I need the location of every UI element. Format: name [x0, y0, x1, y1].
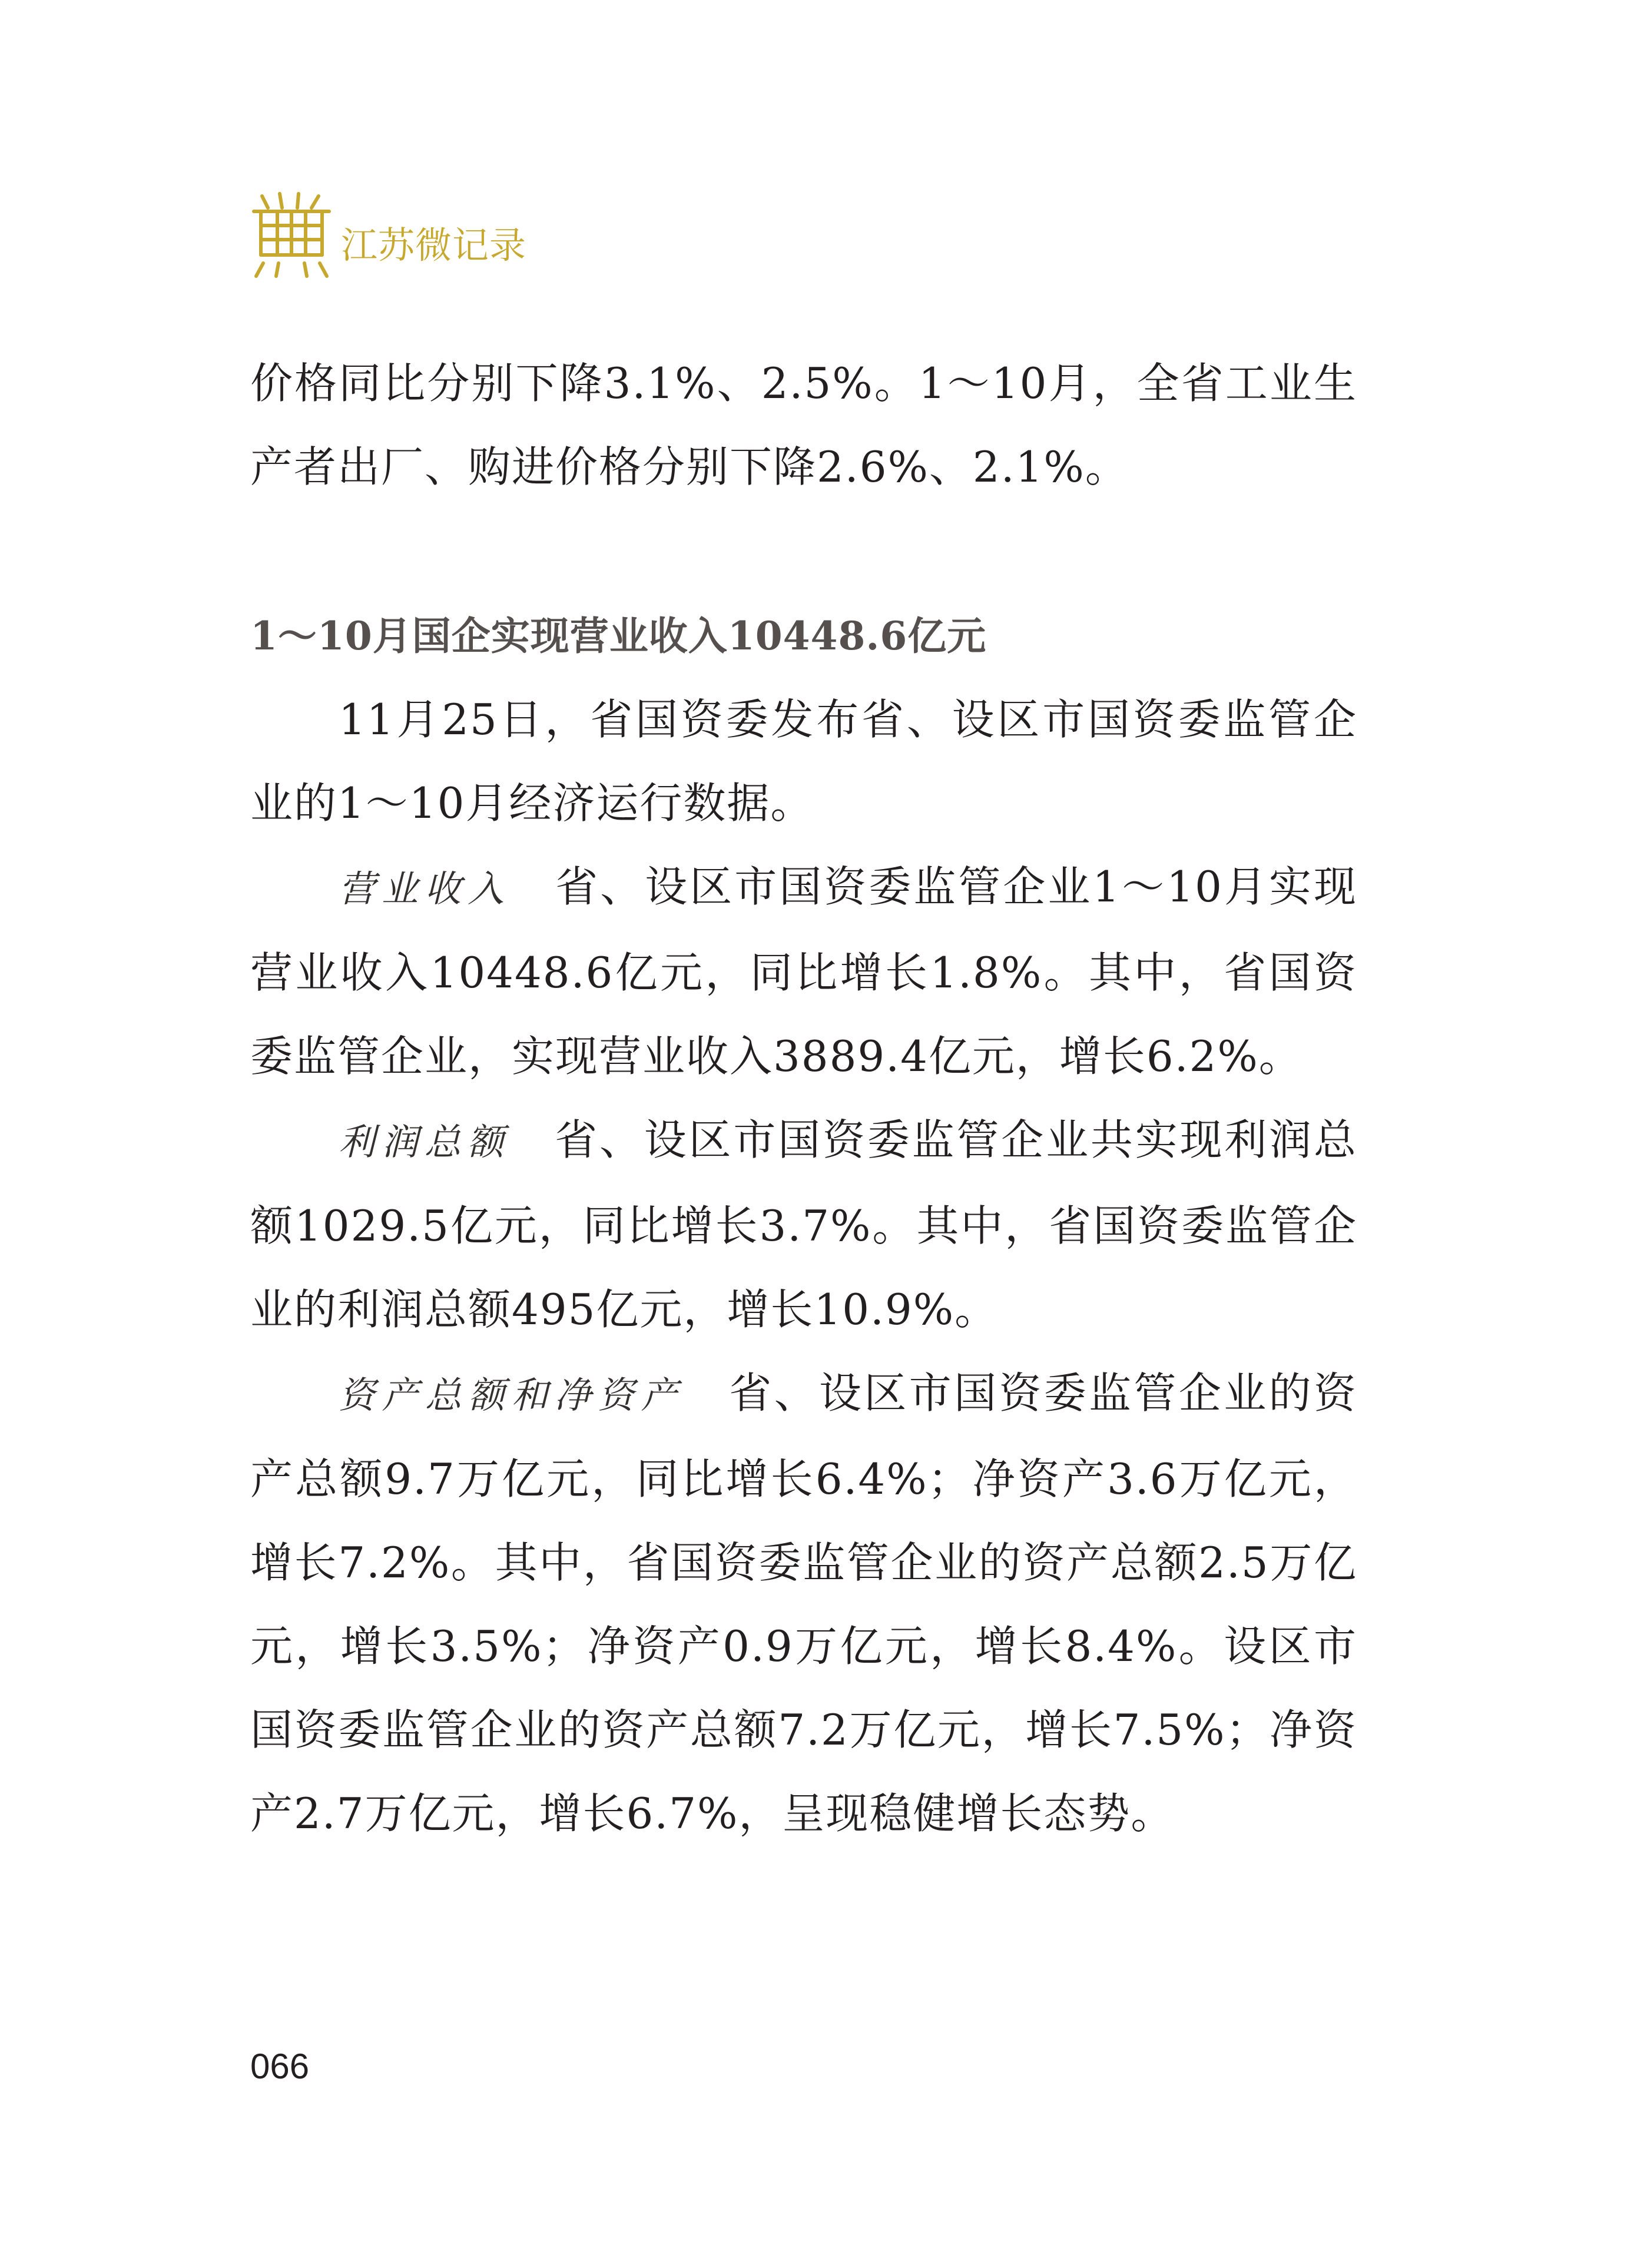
profit-paragraph [250, 1098, 1357, 1351]
page-header [250, 191, 526, 280]
section-intro-paragraph: 11月25日，省国资委发布省、设区市国资委监管企业的1～10月经济运行数据。 [250, 695, 1357, 828]
page-body [250, 341, 1357, 1855]
assets-text: 省、设区市国资委监管企业的资产总额9.7万亿元，同比增长6.4%；净资产3.6万亿元，增长7.2%。其中，省国资委监管企业的资产总额2.5万亿元，增长3.5%；净资产0.9万亿元，增长8.4%。设区市国资委监管企业的资产总额7.2万亿元，增长7.5%；净资产2.7万亿元，增长6.7%，呈现稳健增长态势。 [250, 1368, 1357, 1838]
revenue-paragraph [250, 845, 1357, 1098]
assets-label: 资产总额和净资产 [339, 1374, 684, 1417]
revenue-label: 营业收入 [339, 867, 511, 910]
section-heading: 1～10月国企实现营业收入10448.6亿元 [250, 613, 987, 659]
profit-label: 利润总额 [339, 1120, 511, 1163]
series-logo-icon [250, 191, 333, 280]
page-number: 066 [250, 2047, 310, 2086]
profit-text: 省、设区市国资委监管企业共实现利润总额1029.5亿元，同比增长3.7%。其中，省国资委监管企业的利润总额495亿元，增长10.9%。 [250, 1115, 1357, 1334]
revenue-text: 省、设区市国资委监管企业1～10月实现营业收入10448.6亿元，同比增长1.8%。其中，省国资委监管企业，实现营业收入3889.4亿元，增长6.2%。 [250, 862, 1357, 1081]
assets-paragraph [250, 1351, 1357, 1855]
continuation-paragraph: 价格同比分别下降3.1%、2.5%。1～10月，全省工业生产者出厂、购进价格分别下降2.6%、2.1%。 [250, 359, 1357, 492]
series-title: 江苏微记录 [341, 223, 527, 267]
